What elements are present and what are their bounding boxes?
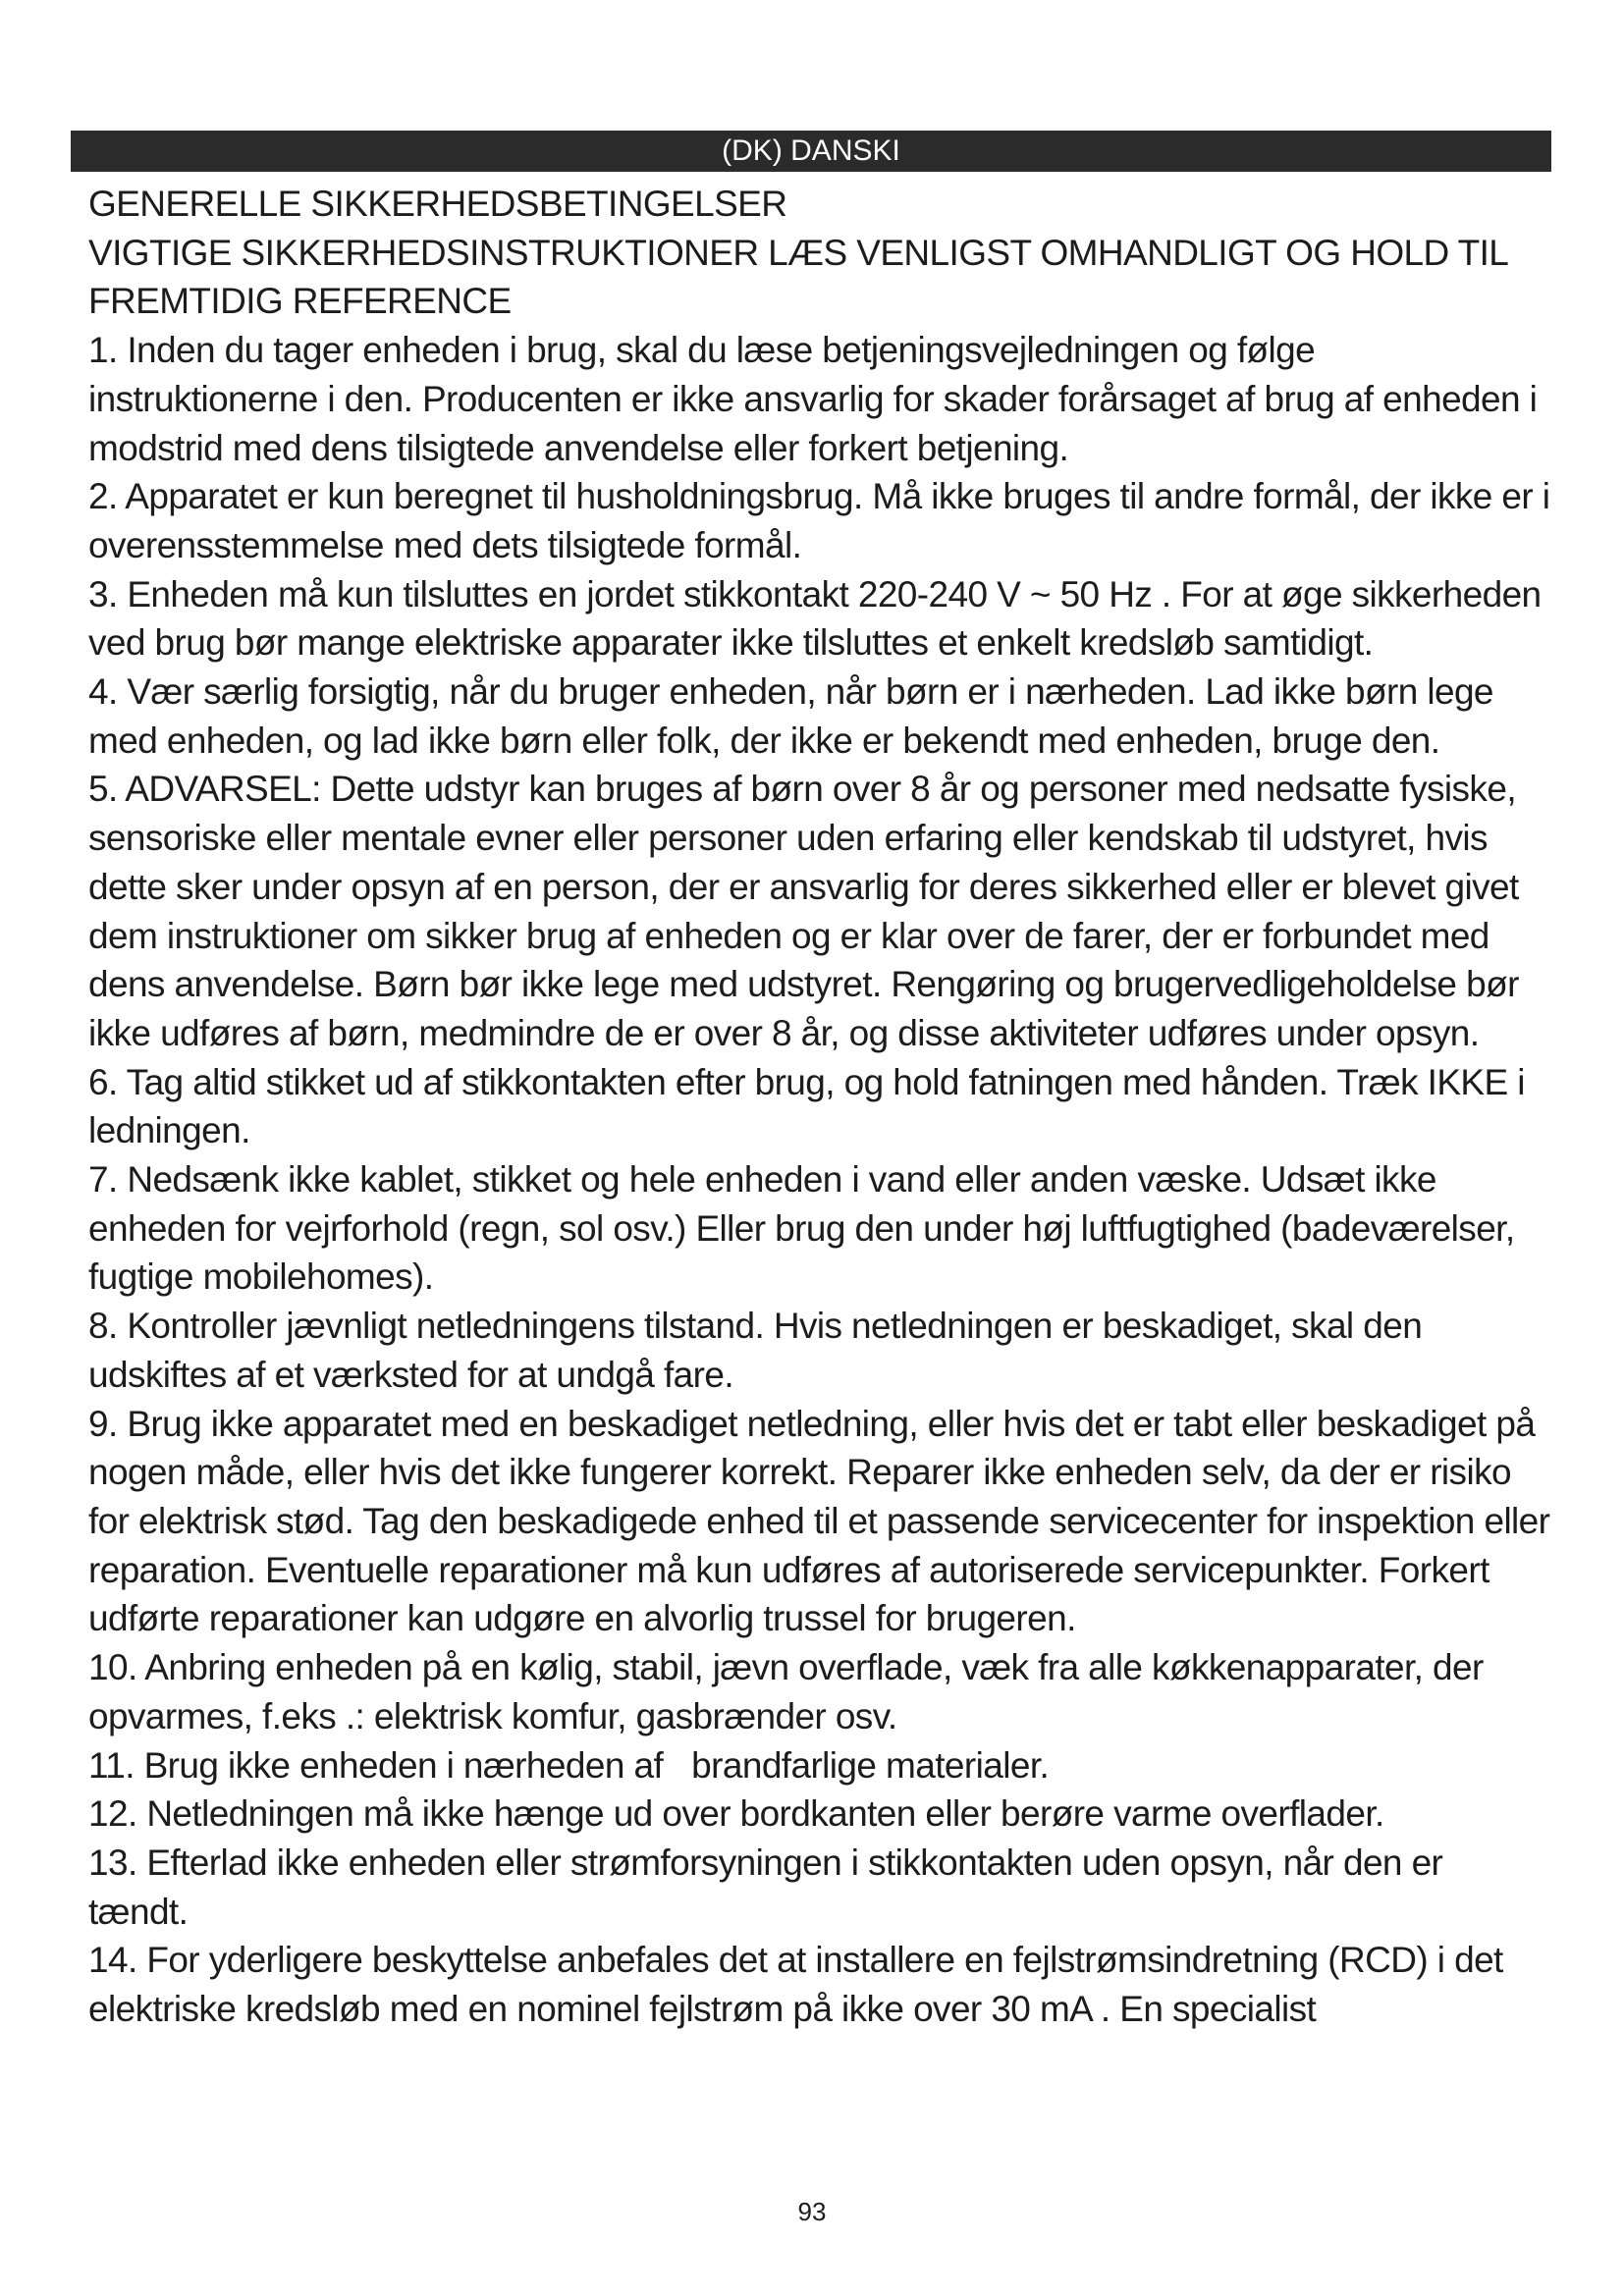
instruction-1: 1. Inden du tager enheden i brug, skal du læse betjeningsvejledningen og følge instruktionerne i den. Producenten er ikke ansvarlig for skader forårsaget af brug af enheden i modstrid med dens tilsigtede anvendelse eller forkert betjening.: [88, 330, 1538, 468]
language-label: (DK) DANSKI: [722, 134, 900, 167]
instruction-10: 10. Anbring enheden på en kølig, stabil, jævn overflade, væk fra alle køkkenapparater, der opvarmes, f.eks .: elektrisk komfur, gasbrænder osv.: [88, 1647, 1484, 1736]
instruction-2: 2. Apparatet er kun beregnet til husholdningsbrug. Må ikke bruges til andre formål, der ikke er i overensstemmelse med dets tilsigtede formål.: [88, 476, 1550, 565]
instruction-6: 6. Tag altid stikket ud af stikkontakten efter brug, og hold fatningen med hånden. Træk IKKE i ledningen.: [88, 1061, 1525, 1151]
safety-content: [88, 180, 1551, 2034]
instruction-13: 13. Efterlad ikke enheden eller strømforsyningen i stikkontakten uden opsyn, når den er tændt.: [88, 1842, 1443, 1932]
instruction-9: 9. Brug ikke apparatet med en beskadiget netledning, eller hvis det er tabt eller beskadiget på nogen måde, eller hvis det ikke fungerer korrekt. Reparer ikke enheden selv, da der er risiko for elektrisk stød. Tag den beskadigede enhed til et passende servicecenter for inspektion eller reparation. Eventuelle reparationer må kun udføres af autoriserede servicepunkter. Forkert udførte reparationer kan udgøre en alvorlig trussel for brugeren.: [88, 1403, 1550, 1639]
instruction-11: 11. Brug ikke enheden i nærheden af brandfarlige materialer.: [88, 1744, 1050, 1786]
instruction-8: 8. Kontroller jævnligt netledningens tilstand. Hvis netledningen er beskadiget, skal den udskiftes af et værksted for at undgå fare.: [88, 1306, 1423, 1395]
page-number: 93: [797, 2197, 827, 2226]
instruction-14: 14. For yderligere beskyttelse anbefales det at installere en fejlstrømsindretning (RCD) i det elektriske kredsløb med en nominel fejlstrøm på ikke over 30 mA . En specialist: [88, 1940, 1503, 2030]
instruction-4: 4. Vær særlig forsigtig, når du bruger enheden, når børn er i nærheden. Lad ikke børn lege med enheden, og lad ikke børn eller folk, der ikke er bekendt med enheden, bruge den.: [88, 671, 1493, 761]
instruction-5: 5. ADVARSEL: Dette udstyr kan bruges af børn over 8 år og personer med nedsatte fysiske, sensoriske eller mentale evner eller personer uden erfaring eller kendskab til udstyret, hvis dette sker under opsyn af en person, der er ansvarlig for deres sikkerhed eller er blevet givet dem instruktioner om sikker brug af enheden og er klar over de farer, der er forbundet med dens anvendelse. Børn bør ikke lege med udstyret. Rengøring og brugervedligeholdelse bør ikke udføres af børn, medmindre de er over 8 år, og disse aktiviteter udføres under opsyn.: [88, 769, 1519, 1053]
instruction-7: 7. Nedsænk ikke kablet, stikket og hele enheden i vand eller anden væske. Udsæt ikke enheden for vejrforhold (regn, sol osv.) Eller brug den under høj luftfugtighed (badeværelser, fugtige mobilehomes).: [88, 1159, 1515, 1298]
instruction-12: 12. Netledningen må ikke hænge ud over bordkanten eller berøre varme overflader.: [88, 1793, 1384, 1835]
section-title: GENERELLE SIKKERHEDSBETINGELSER: [88, 184, 787, 224]
language-header-bar: [71, 131, 1551, 172]
section-subtitle: VIGTIGE SIKKERHEDSINSTRUKTIONER LÆS VENLIGST OMHANDLIGT OG HOLD TIL FREMTIDIG REFERENCE: [88, 232, 1507, 322]
instruction-3: 3. Enheden må kun tilsluttes en jordet stikkontakt 220-240 V ~ 50 Hz . For at øge sikkerheden ved brug bør mange elektriske apparater ikke tilsluttes et enkelt kredsløb samtidigt.: [88, 573, 1542, 664]
